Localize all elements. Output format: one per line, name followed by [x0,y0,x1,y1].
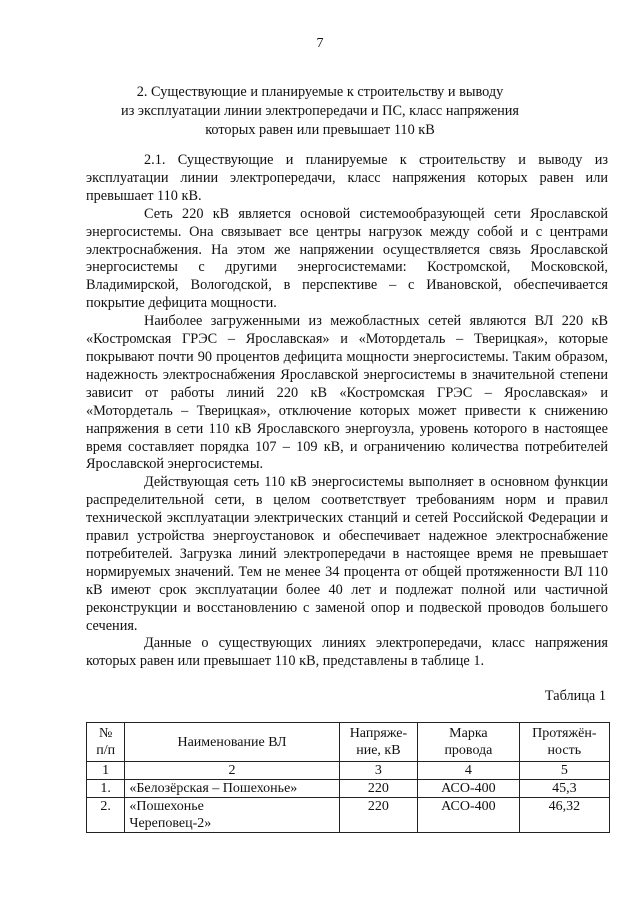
header-text: провода [444,743,493,758]
header-length [519,723,609,762]
column-number: 2 [125,762,339,780]
voltage: 220 [339,780,418,798]
paragraph: 2.1. Существующие и планируемые к строительству и выводу из эксплуатации линии электропередачи, класс напряжения которых равен или превышает 110 кВ. [86,152,608,204]
header-voltage [339,723,418,762]
header-wire-brand [418,723,519,762]
header-text: ность [547,743,582,758]
header-text: п/п [96,743,116,758]
length: 45,3 [519,780,609,798]
header-text: ние, кВ [356,743,401,758]
header-text: Протяжён- [532,726,597,741]
row-number: 1. [87,780,125,798]
heading-line: из эксплуатации линии электропередачи и ПС, класс напряжения [121,103,519,119]
header-text: Напряже- [349,726,408,741]
paragraph: Действующая сеть 110 кВ энергосистемы выполняет в основном функции распределительной сети, в целом соответствует требованиям норм и правил технической эксплуатации электрических станций и сетей Российской Федерации и правил устройства энергоустановок и обеспечивает надежное электроснабжение потребителей. Загрузка линий электропередачи в настоящее время не превышает нормируемых значений. Тем не менее 34 процента от общей протяженности ВЛ 110 кВ имеют срок эксплуатации более 40 лет и подлежат полной или частичной реконструкции и восстановлению с заменой опор и подвеской проводов большего сечения. [86,474,608,634]
column-number: 1 [87,762,125,780]
length: 46,32 [519,798,609,833]
line-name: «Пошехонье Череповец-2» [125,798,339,833]
header-name [125,723,339,762]
paragraph: Сеть 220 кВ является основой системообразующей сети Ярославской энергосистемы. Она связывает все центры нагрузок между собой и с центрами электроснабжения. На этом же напряжении осуществляется связь Ярославской энергосистемы с другими энергосистемами: Костромской, Московской, Владимирской, Вологодской, в перспективе – с Ивановской, обеспечивается покрытие дефицита мощности. [86,205,608,312]
header-text: Наименование ВЛ [177,734,287,750]
column-number: 4 [418,762,519,780]
table-header-row [87,723,610,762]
power-lines-table [86,722,610,833]
column-number: 5 [519,762,609,780]
table-row [87,780,610,798]
body-text [86,152,608,671]
table-row [87,798,610,833]
header-text: Марка [449,726,488,741]
column-number: 3 [339,762,418,780]
voltage: 220 [339,798,418,833]
header-number [87,723,125,762]
wire-brand: АСО-400 [418,798,519,833]
header-text: № [99,726,113,741]
page-number: 7 [316,36,324,51]
table-caption: Таблица 1 [544,688,606,704]
heading-line: которых равен или превышает 110 кВ [205,122,435,138]
wire-brand: АСО-400 [418,780,519,798]
paragraph: Наиболее загруженными из межобластных сетей являются ВЛ 220 кВ «Костромская ГРЭС – Ярославская» и «Мотордеталь – Тверицкая», которые покрывают почти 90 процентов дефицита мощности энергосистемы. Таким образом, надежность электроснабжения Ярославской энергосистемы в значительной степени зависит от работы линий 220 кВ «Костромская ГРЭС – Ярославская» и «Мотордеталь – Тверицкая», отключение которых может привести к снижению напряжения в сети 110 кВ Ярославского энергоузла, уровень которого в настоящее время составляет порядка 107 – 109 кВ, и ограничению количества потребителей Ярославской энергосистемы. [86,313,608,473]
line-name: «Белозёрская – Пошехонье» [125,780,339,798]
section-heading [110,83,530,140]
column-numbers-row [87,762,610,780]
paragraph: Данные о существующих линиях электропередачи, класс напряжения которых равен или превышает 110 кВ, представлены в таблице 1. [86,635,608,670]
heading-line: 2. Существующие и планируемые к строительству и выводу [136,84,504,100]
row-number: 2. [87,798,125,833]
